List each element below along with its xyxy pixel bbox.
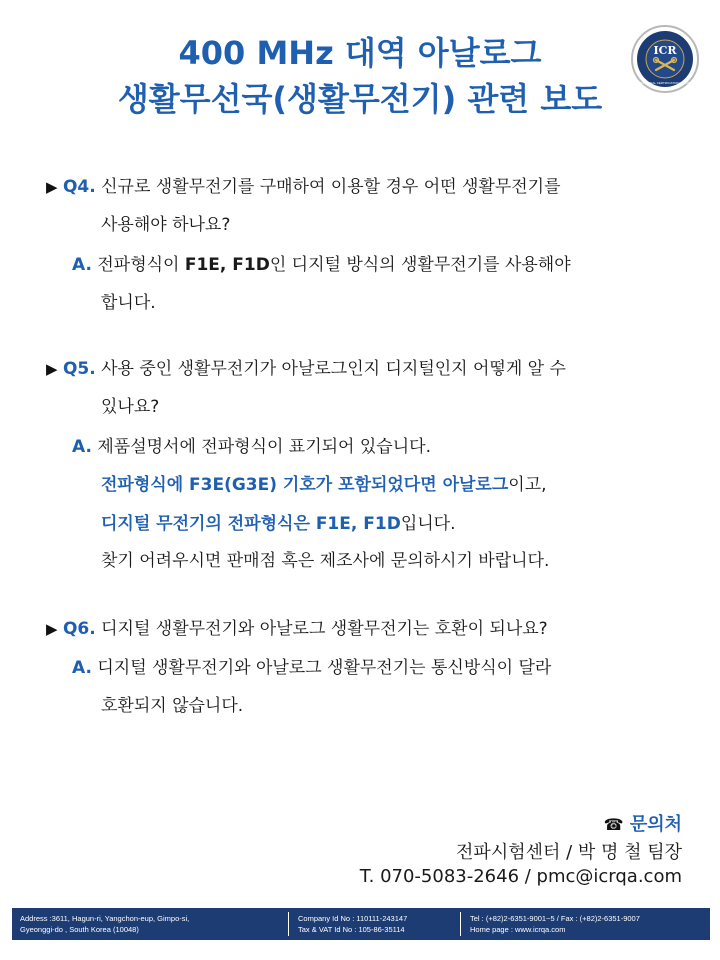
answer-line-digital (101, 509, 455, 534)
page-title-line1: 400 MHz 대역 아날로그 (178, 34, 542, 72)
contact-details: T. 070-5083-2646 / pmc@icrqa.com (359, 866, 682, 887)
phone-icon: ☎ (603, 815, 624, 834)
answer-text: 입니다. (400, 514, 456, 534)
answer-text-cont: 합니다. (101, 293, 156, 313)
icr-logo (630, 24, 700, 94)
contact-heading (604, 810, 682, 836)
question-text: 디지털 생활무전기와 아날로그 생활무전기는 호환이 되나요? (101, 619, 548, 639)
answer-text: 이고, (508, 475, 547, 495)
contact-heading-label: 문의처 (629, 814, 682, 835)
question-text: 신규로 생활무전기를 구매하여 이용할 경우 어떤 생활무전기를 (101, 177, 561, 197)
footer-address (20, 913, 189, 935)
question-q5 (46, 354, 566, 379)
logo-text: ICR (653, 44, 677, 57)
answer-a6 (72, 653, 551, 678)
answer-strong: 전파형식에 F3E(G3E) 기호가 포함되었다면 아날로그 (101, 475, 509, 495)
answer-label: A. (72, 255, 92, 275)
footer-homepage-link[interactable]: Home page : www.icrqa.com (470, 925, 566, 934)
answer-strong: 디지털 무전기의 전파형식은 F1E, F1D (101, 514, 401, 534)
footer-divider (460, 912, 461, 936)
answer-text: 디지털 생활무전기와 아날로그 생활무전기는 통신방식이 달라 (97, 658, 552, 678)
triangle-bullet-icon: ▶ (46, 178, 58, 196)
footer-address-line1: Address :3611, Hagun-ri, Yangchon-eup, Gimpo-si, (20, 914, 190, 923)
question-label: Q5. (62, 359, 96, 379)
triangle-bullet-icon: ▶ (46, 620, 58, 638)
answer-label: A. (72, 437, 92, 457)
triangle-bullet-icon: ▶ (46, 360, 58, 378)
footer-company (298, 913, 407, 935)
question-text-cont: 있나요? (101, 397, 160, 417)
question-text: 사용 중인 생활무전기가 아날로그인지 디지털인지 어떻게 알 수 (101, 359, 566, 379)
question-label: Q6. (62, 619, 96, 639)
footer-address-line2: Gyeonggi-do , South Korea (10048) (20, 925, 139, 934)
answer-text-cont: 찾기 어려우시면 판매점 혹은 제조사에 문의하시기 바랍니다. (101, 551, 550, 571)
footer-bar (12, 908, 710, 940)
footer-divider (288, 912, 289, 936)
answer-a5 (72, 432, 431, 457)
answer-text: 전파형식이 (97, 255, 185, 275)
page-title-line2: 생활무선국(생활무전기) 관련 보도 (117, 80, 603, 118)
contact-org: 전파시험센터 / 박 명 철 팀장 (456, 842, 682, 863)
answer-text: 인 디지털 방식의 생활무전기를 사용해야 (269, 255, 571, 275)
answer-a4 (72, 250, 571, 275)
answer-text-cont: 호환되지 않습니다. (101, 696, 244, 716)
answer-strong: F1E, F1D (184, 255, 270, 275)
footer-contact (470, 913, 640, 935)
footer-tel-line: Tel : (+82)2-6351-9001~5 / Fax : (+82)2-6351-9007 (470, 914, 640, 923)
answer-text: 제품설명서에 전파형식이 표기되어 있습니다. (97, 437, 431, 457)
answer-label: A. (72, 658, 92, 678)
question-q6 (46, 614, 548, 639)
question-text-cont: 사용해야 하나요? (101, 215, 231, 235)
footer-company-line1: Company Id No : 110111-243147 (298, 914, 408, 923)
question-q4 (46, 172, 561, 197)
footer-company-line2: Tax & VAT Id No : 105-86-35114 (298, 925, 405, 934)
logo-ring-text: INTERNATIONAL CERTIFICATION REGISTRAR (632, 81, 698, 85)
answer-line-analog (101, 470, 547, 495)
question-label: Q4. (62, 177, 96, 197)
